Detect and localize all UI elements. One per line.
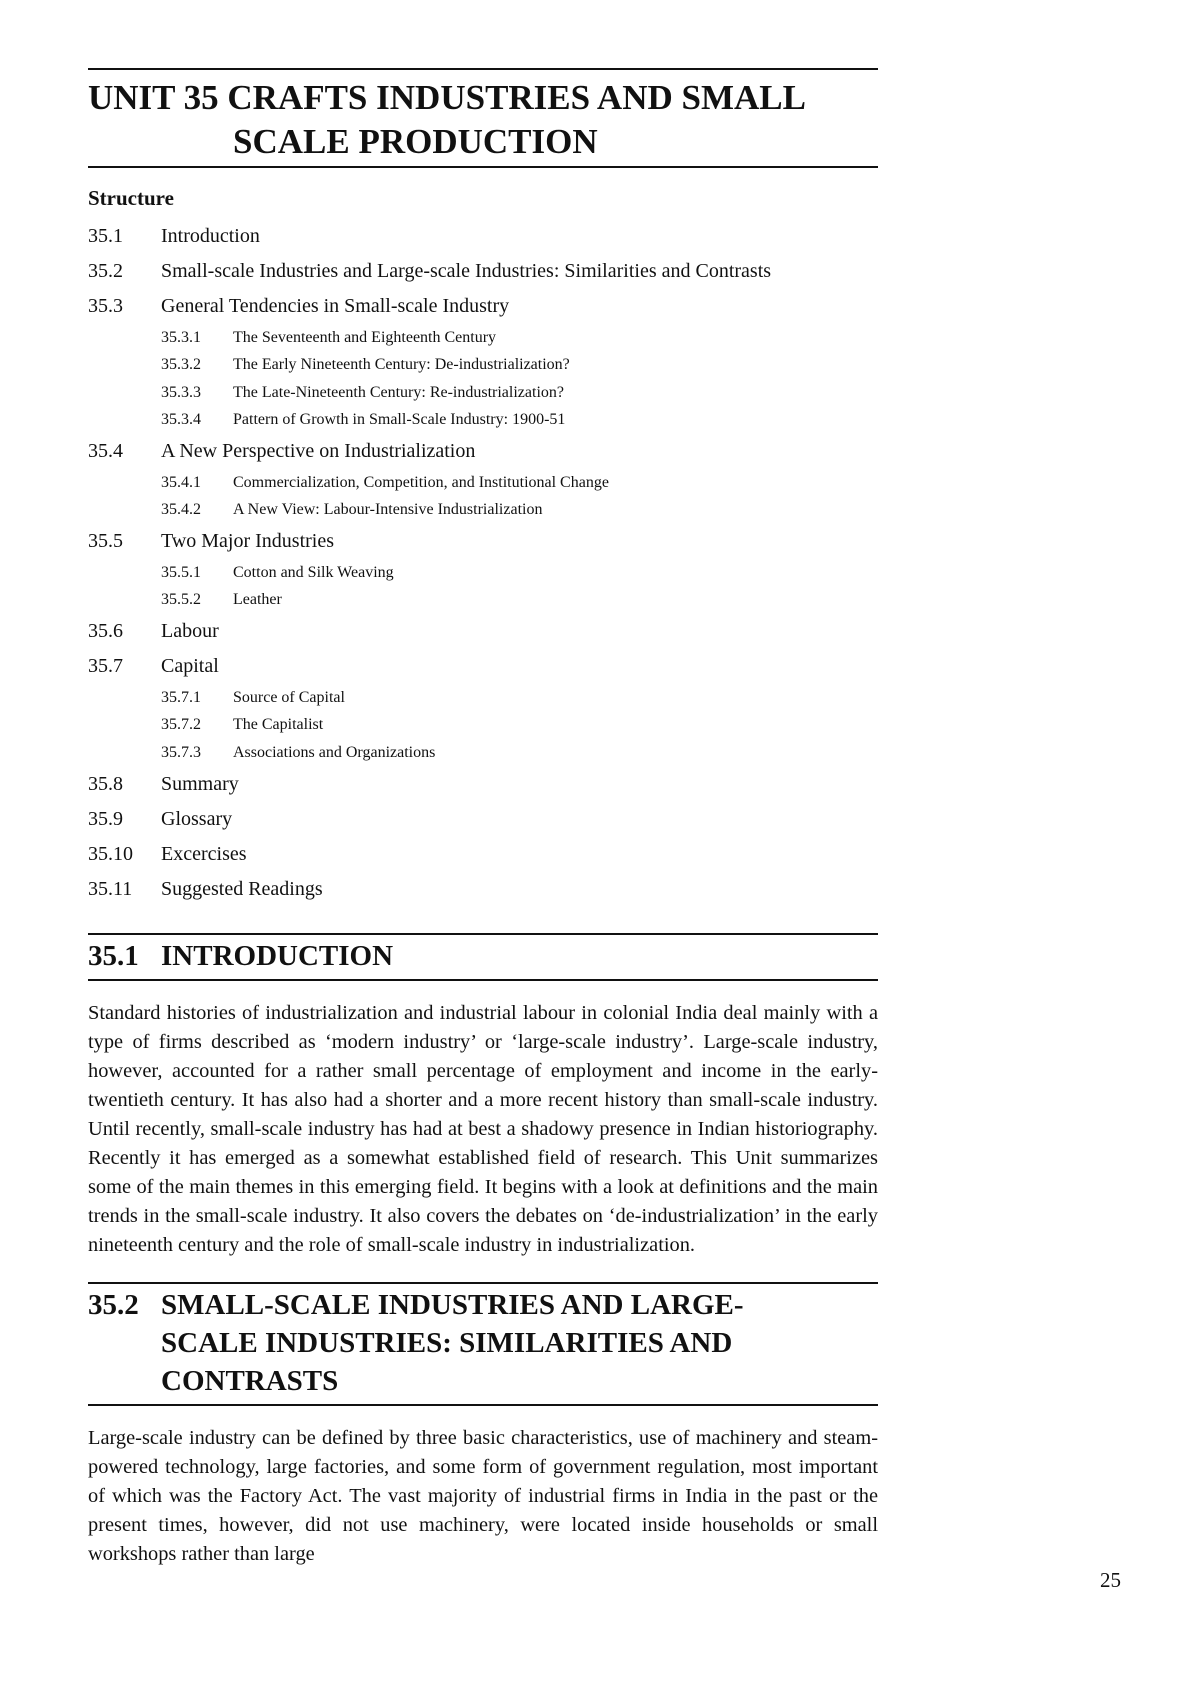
toc-item-title: Leather [233, 591, 282, 609]
toc-item-title: The Seventeenth and Eighteenth Century [233, 328, 497, 346]
toc-item [88, 219, 878, 254]
toc-item-number: 35.4.2 [161, 501, 201, 519]
toc-item [88, 379, 878, 407]
toc-item-title: Suggested Readings [161, 877, 323, 900]
toc-item-title: Commercialization, Competition, and Institutional Change [233, 473, 609, 491]
toc-item-number: 35.7 [88, 655, 123, 677]
toc-item-title: Summary [161, 772, 239, 795]
toc-item-number: 35.3.2 [161, 356, 201, 374]
toc-item-number: 35.9 [88, 807, 123, 830]
section-title-line2: SCALE INDUSTRIES: SIMILARITIES AND [161, 1326, 733, 1359]
toc-item-title: Cotton and Silk Weaving [233, 563, 394, 581]
toc-item-number: 35.5.2 [161, 591, 201, 609]
section-number: 35.2 [88, 1288, 139, 1321]
toc-item [88, 614, 878, 649]
toc-item-number: 35.3.4 [161, 411, 201, 429]
toc-item-number: 35.7.2 [161, 716, 201, 734]
toc-item-title: The Early Nineteenth Century: De-industrialization? [233, 356, 570, 374]
toc-item-title: Small-scale Industries and Large-scale Industries: Similarities and Contrasts [161, 260, 772, 282]
toc-item-number: 35.3.3 [161, 383, 201, 401]
toc-item-number: 35.10 [88, 842, 133, 865]
toc-item-title: A New Perspective on Industrialization [161, 440, 476, 462]
toc-item-title: Glossary [161, 807, 233, 830]
toc-item-title: The Capitalist [233, 716, 324, 734]
structure-label: Structure [88, 186, 174, 210]
toc-item-title: General Tendencies in Small-scale Industry [161, 295, 510, 317]
introduction-paragraph: Standard histories of industrialization and industrial labour in colonial India deal mainly with a type of firms described as ‘modern industry’ or ‘large-scale industry’. Large-scale industry, however, accounted for a rather small percentage of employment and income in the early-twentieth century. It has also had a shorter and a more recent history than small-scale industry. Until recently, small-scale industry has had at best a shadowy presence in Indian historiography. Recently it has emerged as a somewhat established field of research. This Unit summarizes some of the main themes in this emerging field. It begins with a look at definitions and the main trends in the small-scale industry. It also covers the debates on ‘de-industrialization’ in the early nineteenth century and the role of small-scale industry in industrialization. [88, 1001, 878, 1256]
toc-item-number: 35.7.3 [161, 743, 201, 761]
toc-item-number: 35.8 [88, 772, 123, 795]
toc-item [88, 469, 878, 497]
toc-item-title: A New View: Labour-Intensive Industrialization [233, 501, 543, 519]
page-content [88, 68, 878, 1569]
toc-item-number: 35.6 [88, 620, 123, 642]
toc-item [88, 649, 878, 684]
toc-item [88, 837, 878, 872]
unit-title-line1: UNIT 35 CRAFTS INDUSTRIES AND SMALL [88, 78, 806, 117]
toc-item-title: Excercises [161, 842, 247, 865]
toc-item-number: 35.3.1 [161, 328, 201, 346]
toc-item [88, 872, 878, 907]
toc-item-number: 35.4 [88, 440, 123, 462]
section2-paragraph: Large-scale industry can be defined by three basic characteristics, use of machinery and steam-powered technology, large factories, and some form of government regulation, most important of which was the Factory Act. The vast majority of industrial firms in India in the past or the present times, however, did not use machinery, were located inside households or small workshops rather than large [88, 1426, 878, 1565]
toc-item [88, 767, 878, 802]
toc-item [88, 559, 878, 587]
toc-item-number: 35.3 [88, 295, 123, 317]
toc-item-title: Introduction [161, 225, 260, 247]
toc-item [88, 407, 878, 435]
section-title: INTRODUCTION [161, 939, 394, 972]
toc-item-number: 35.4.1 [161, 473, 201, 491]
toc-item [88, 739, 878, 767]
toc-item [88, 684, 878, 712]
toc-item-title: Labour [161, 620, 219, 642]
section-title [161, 1286, 744, 1400]
section-title-line3: CONTRASTS [161, 1364, 339, 1397]
toc-item [88, 324, 878, 352]
toc-item-title: Associations and Organizations [233, 743, 436, 761]
toc-item [88, 289, 878, 324]
section-heading-introduction [88, 933, 878, 981]
toc-item-title: The Late-Nineteenth Century: Re-industrialization? [233, 383, 564, 401]
page-number: 25 [1100, 1568, 1121, 1592]
toc-item-number: 35.1 [88, 225, 123, 247]
toc-item-title: Two Major Industries [161, 530, 335, 552]
toc-item-number: 35.2 [88, 260, 123, 282]
toc-item [88, 524, 878, 559]
section-heading-small-large-scale [88, 1282, 878, 1406]
toc-item-title: Source of Capital [233, 688, 345, 706]
toc-item-number: 35.5.1 [161, 563, 201, 581]
toc-item [88, 712, 878, 740]
toc-item-number: 35.11 [88, 877, 133, 900]
toc-item [88, 434, 878, 469]
toc-item [88, 254, 878, 289]
toc-item-title: Capital [161, 655, 219, 677]
unit-title [88, 68, 878, 168]
toc-item [88, 352, 878, 380]
toc-item [88, 497, 878, 525]
section-number: 35.1 [88, 939, 139, 972]
toc-item-title: Pattern of Growth in Small-Scale Industry: 1900-51 [233, 411, 566, 429]
toc-item-number: 35.7.1 [161, 688, 201, 706]
toc-item [88, 802, 878, 837]
section-title-line1: SMALL-SCALE INDUSTRIES AND LARGE- [161, 1288, 744, 1321]
table-of-contents [88, 219, 878, 907]
toc-item [88, 587, 878, 615]
unit-title-line2: SCALE PRODUCTION [233, 122, 598, 161]
toc-item-number: 35.5 [88, 530, 123, 552]
